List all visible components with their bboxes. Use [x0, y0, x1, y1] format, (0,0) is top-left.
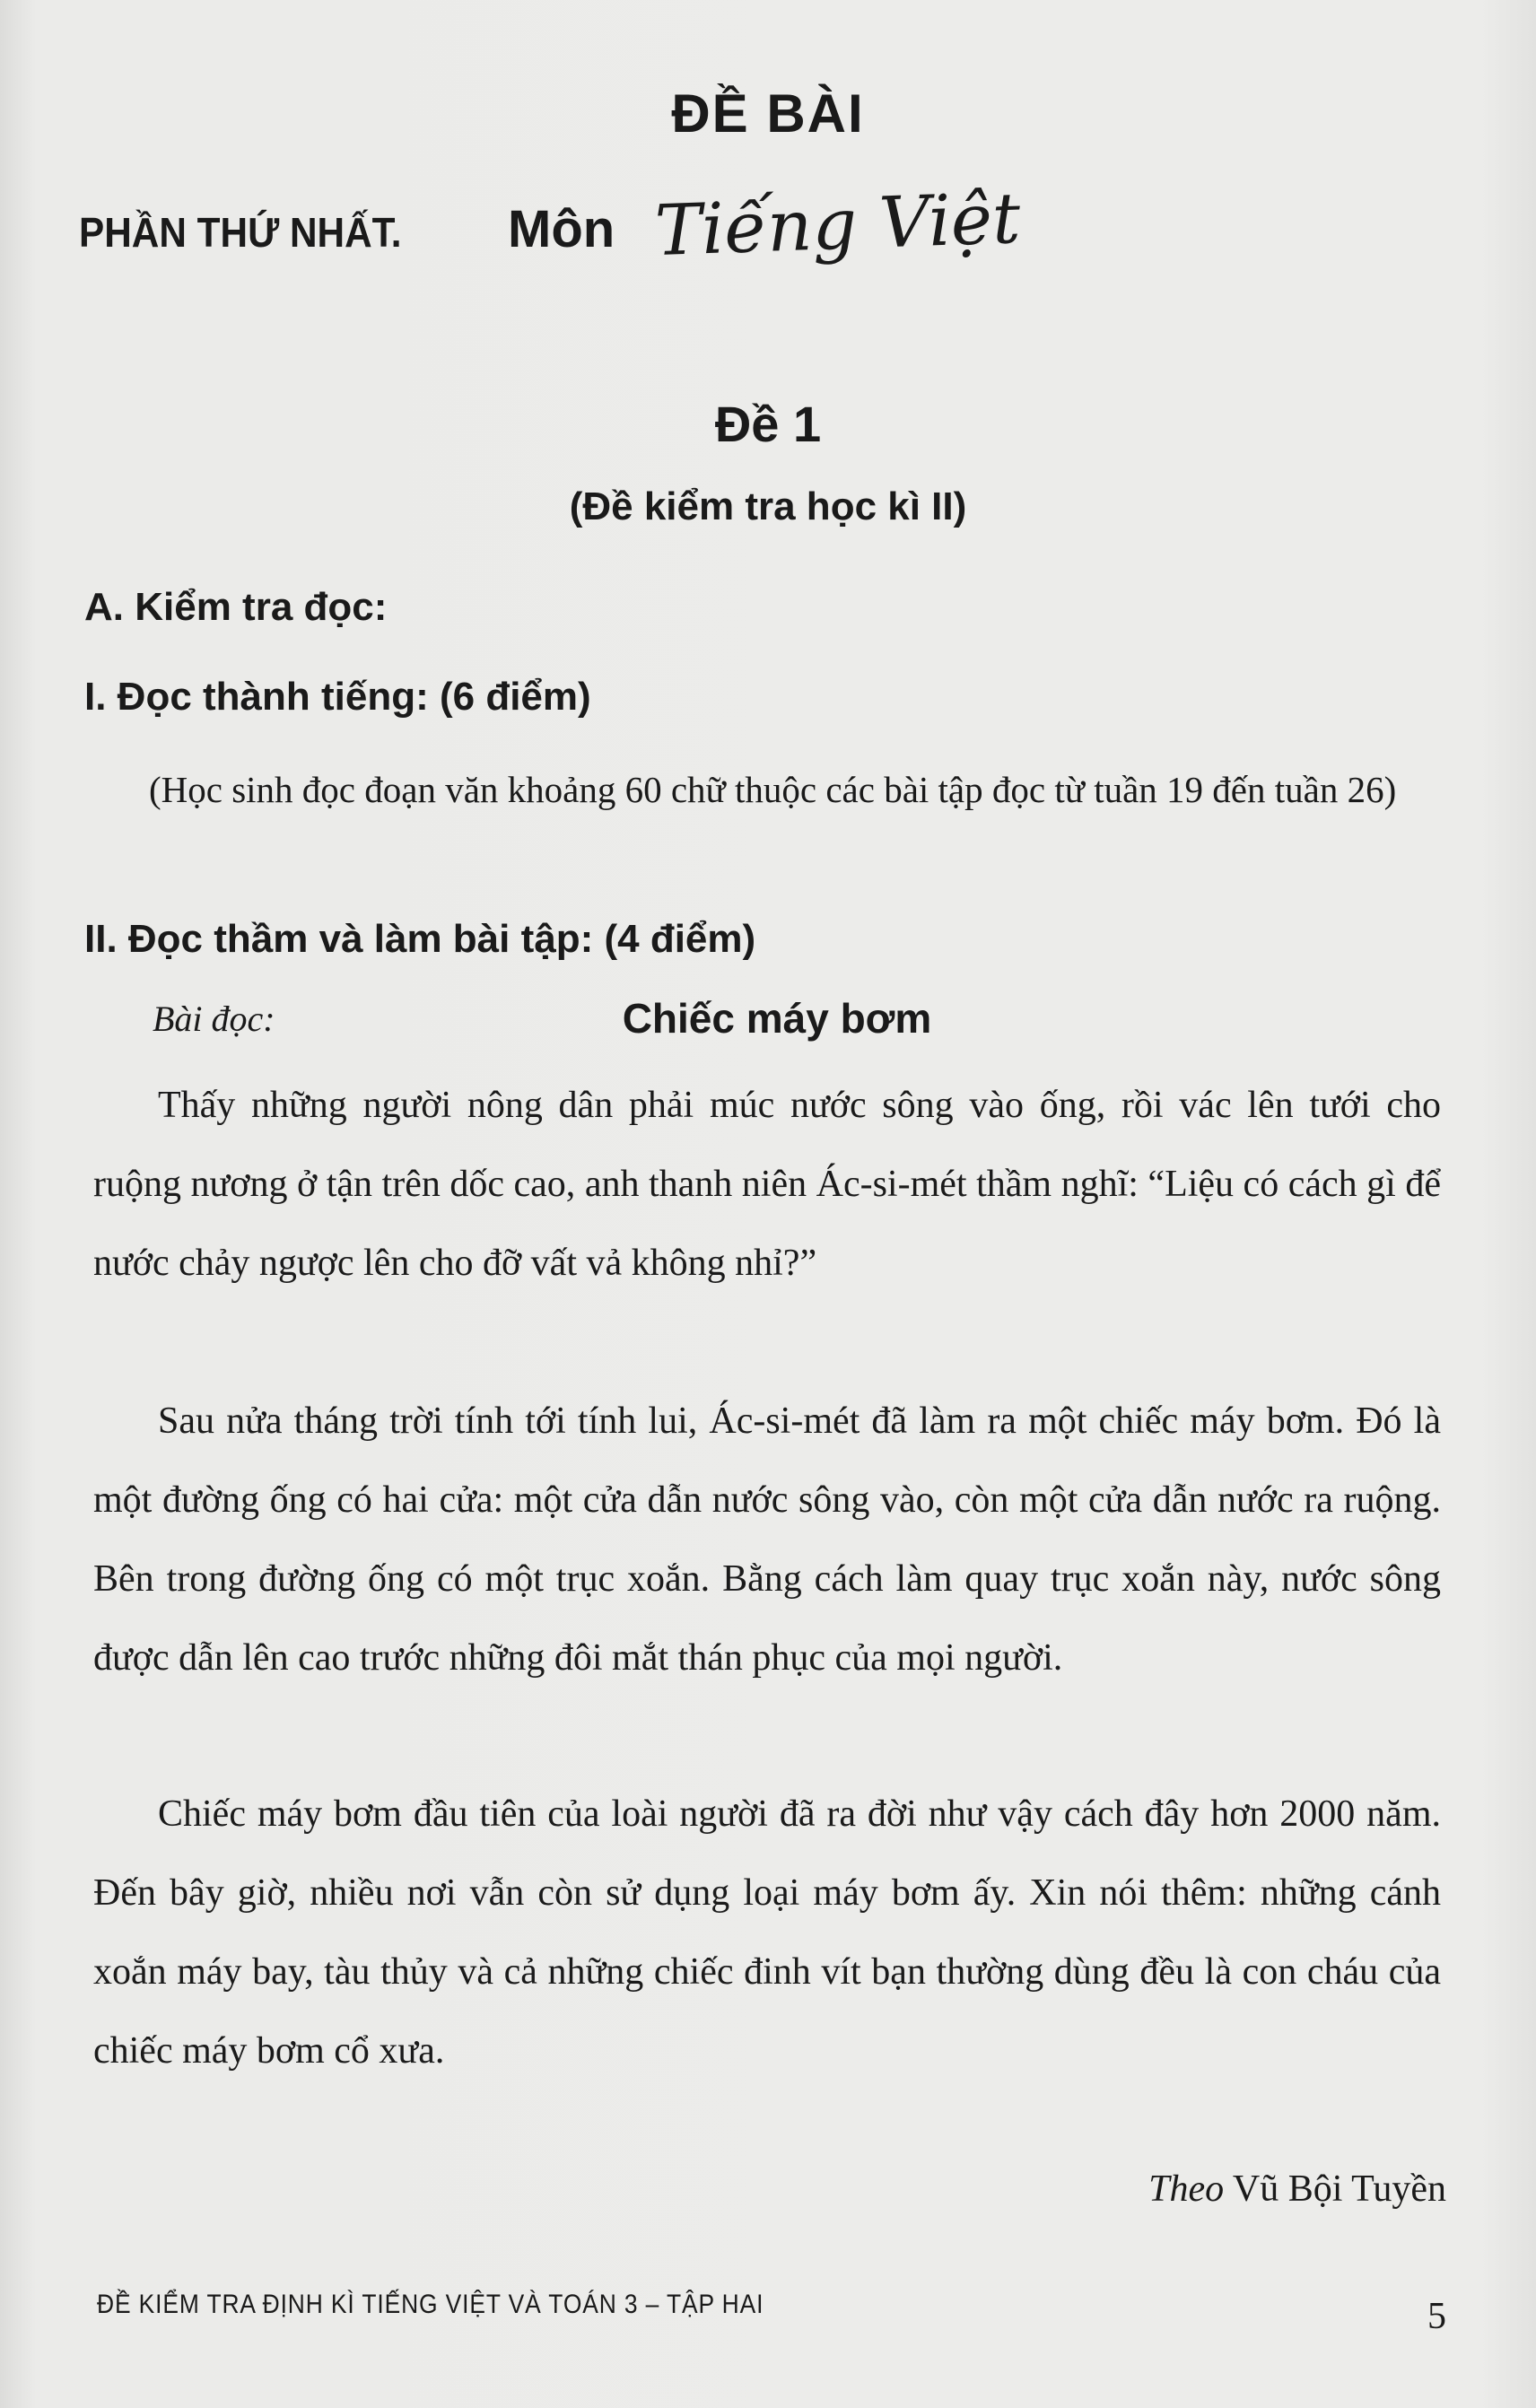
source-attribution — [1148, 2168, 1446, 2211]
reading-label: Bài đọc: — [153, 999, 275, 1039]
main-title: ĐỀ BÀI — [671, 83, 865, 144]
part-ii-heading: II. Đọc thầm và làm bài tập: (4 điểm) — [84, 917, 756, 961]
reading-paragraph-3: Chiếc máy bơm đầu tiên của loài người đã ra đời như vậy cách đây hơn 2000 năm. Đến bây giờ, nhiều nơi vẫn còn sử dụng loại máy bơm ấy. Xin nói thêm: những cánh xoắn máy bay, tàu thủy và cả những chiếc đinh vít bạn thường dùng đều là con cháu của chiếc máy bơm cổ xưa. — [93, 1793, 1441, 2072]
reading-paragraph-2: Sau nửa tháng trời tính tới tính lui, Ác-si-mét đã làm ra một chiếc máy bơm. Đó là một đường ống có hai cửa: một cửa dẫn nước sông vào, còn một cửa dẫn nước ra ruộng. Bên trong đường ống có một trục xoắn. Bằng cách làm quay trục xoắn này, nước sông được dẫn lên cao trước những đôi mắt thán phục của mọi người. — [93, 1400, 1441, 1679]
subject-label: Môn — [508, 200, 615, 258]
subject-name: Tiếng Việt — [653, 178, 1022, 273]
footer-book-title: ĐỀ KIỂM TRA ĐỊNH KÌ TIẾNG VIỆT VÀ TOÁN 3 – TẬP HAI — [97, 2290, 764, 2319]
source-prefix: Theo — [1148, 2168, 1225, 2210]
reading-title: Chiếc máy bơm — [622, 995, 932, 1042]
exam-number: Đề 1 — [714, 396, 822, 452]
part-i-heading: I. Đọc thành tiếng: (6 điểm) — [84, 675, 591, 719]
footer-divider — [86, 2270, 1450, 2271]
exam-subtitle: (Đề kiểm tra học kì II) — [569, 484, 967, 528]
part-i-note: (Học sinh đọc đoạn văn khoảng 60 chữ thuộc các bài tập đọc từ tuần 19 đến tuần 26) — [149, 769, 1397, 810]
page-number: 5 — [1427, 2296, 1446, 2337]
reading-paragraph-1: Thấy những người nông dân phải múc nước sông vào ống, rồi vác lên tưới cho ruộng nương ở tận trên dốc cao, anh thanh niên Ác-si-mét thầm nghĩ: “Liệu có cách gì để nước chảy ngược lên cho đỡ vất vả không nhỉ?” — [93, 1085, 1441, 1284]
part-label: PHẦN THỨ NHẤT. — [79, 209, 402, 256]
source-author: Vũ Bội Tuyền — [1232, 2168, 1446, 2210]
section-a-heading: A. Kiểm tra đọc: — [84, 585, 388, 629]
